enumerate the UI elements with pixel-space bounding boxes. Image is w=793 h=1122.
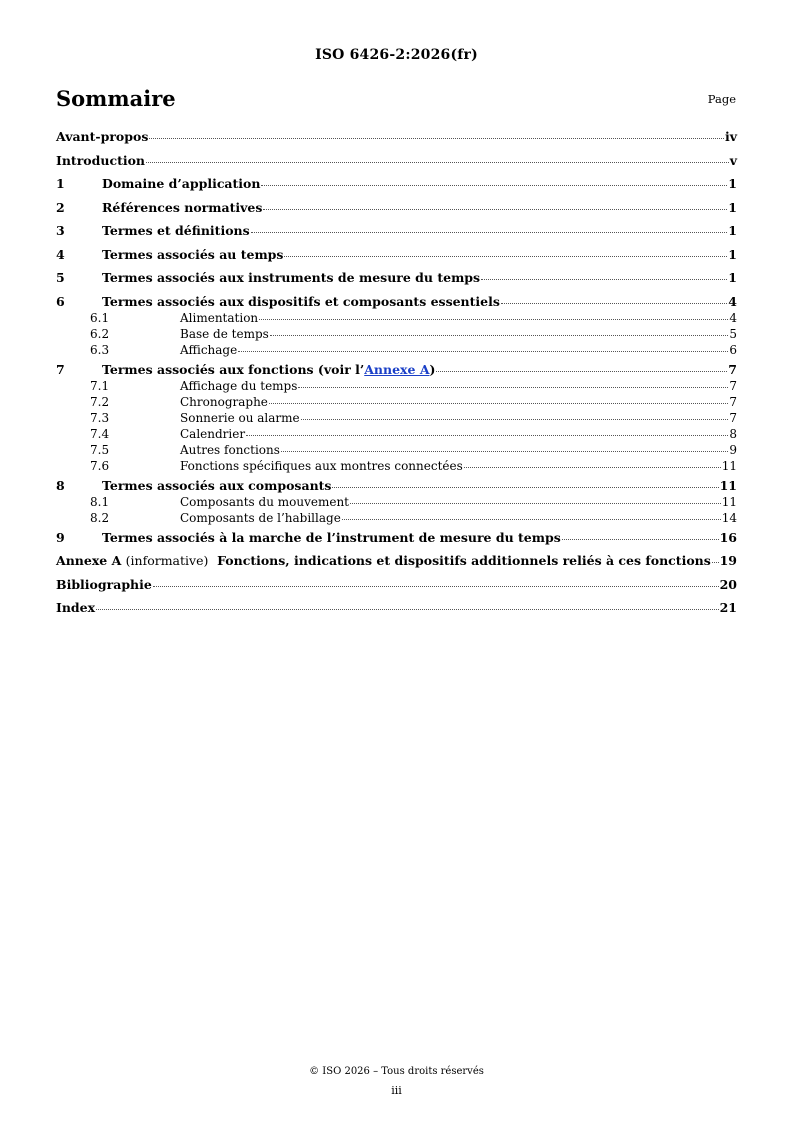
toc-subentry-7-3[interactable] [56, 410, 737, 426]
toc-subentry-8-1[interactable] [56, 494, 737, 510]
toc-subentry-number: 7.6 [90, 458, 110, 473]
toc-subentry-7-1[interactable] [56, 378, 737, 394]
toc-entry-page: 19 [719, 553, 737, 568]
toc-subentry-page: 4 [729, 310, 737, 325]
toc-entry-section-5[interactable] [56, 270, 737, 294]
toc-leader-dots [259, 318, 728, 320]
toc-entry-section-1[interactable] [56, 176, 737, 200]
toc-subentry-label: Affichage du temps [180, 378, 298, 393]
toc-subentry-number: 7.1 [90, 378, 110, 393]
toc-subentry-page: 7 [729, 378, 737, 393]
toc-entry-label: Termes et définitions [102, 223, 250, 238]
toc-entry-number: 8 [56, 477, 65, 493]
toc-entry-label [56, 553, 711, 569]
toc-entry-section-8[interactable] [56, 478, 737, 494]
toc-leader-dots [481, 278, 727, 280]
toc-leader-dots [251, 231, 728, 233]
toc-leader-dots [284, 255, 727, 257]
toc-entry-number: 9 [56, 529, 65, 545]
toc-entry-page: iv [724, 129, 737, 144]
toc-subentry-label: Fonctions spécifiques aux montres connectées [180, 458, 463, 473]
toc-entry-label: Termes associés aux composants [102, 477, 332, 493]
toc-subentry-page: 9 [729, 442, 737, 457]
toc-entry-label: Termes associés aux instruments de mesure du temps [102, 270, 481, 285]
toc-leader-dots [298, 386, 728, 388]
toc-entry-label: Termes associés aux dispositifs et composants essentiels [102, 293, 500, 309]
toc-entry-label: Introduction [56, 152, 146, 168]
toc-entry-label: Références normatives [102, 199, 263, 215]
toc-leader-dots [436, 370, 727, 372]
toc-annex-name: Annexe A [56, 553, 122, 568]
toc-subentry-page: 7 [729, 394, 737, 409]
toc-leader-dots [281, 450, 728, 452]
toc-leader-dots [149, 137, 724, 139]
toc-entry-index[interactable] [56, 600, 737, 624]
toc-subentry-label: Autres fonctions [180, 442, 280, 457]
toc-entry-label: Index [56, 600, 96, 615]
toc-entry-label: Domaine d’application [102, 176, 261, 191]
toc-subentry-page: 11 [721, 494, 737, 509]
toc-subentry-page: 7 [729, 410, 737, 425]
toc-entry-page: 11 [719, 477, 737, 493]
toc-entry-avant-propos[interactable] [56, 129, 737, 153]
toc-entry-page: 1 [728, 270, 737, 285]
toc-subentry-page: 6 [729, 342, 737, 357]
toc-entry-number: 6 [56, 293, 65, 309]
toc-annex-title: Fonctions, indications et dispositifs additionnels reliés à ces fonctions [217, 553, 711, 568]
toc-leader-dots [263, 208, 727, 210]
toc-subentry-label: Calendrier [180, 426, 246, 441]
toc-entry-page: v [729, 152, 737, 168]
toc-subentry-label: Base de temps [180, 326, 269, 341]
toc-subentry-label: Alimentation [180, 310, 259, 325]
toc-leader-dots [96, 608, 719, 610]
toc-entry-label: Avant-propos [56, 129, 149, 144]
toc-subentry-number: 7.5 [90, 442, 110, 457]
toc-subentry-label: Composants de l’habillage [180, 510, 341, 525]
toc-subentry-6-2[interactable] [56, 326, 737, 342]
toc-entry-number: 4 [56, 246, 65, 262]
toc-subentry-number: 6.1 [90, 310, 110, 325]
toc-entry-annex-a[interactable] [56, 553, 737, 577]
toc-subentry-page: 11 [721, 458, 737, 473]
toc-entry-page: 1 [728, 223, 737, 238]
toc-leader-dots [342, 518, 721, 520]
toc-entry-number: 3 [56, 223, 65, 238]
toc-entry-label: Termes associés au temps [102, 246, 284, 262]
page-column-label: Page [707, 92, 736, 106]
toc-leader-dots [562, 538, 719, 540]
copyright-footer: © ISO 2026 – Tous droits réservés [309, 1066, 484, 1077]
toc-subentry-7-6[interactable] [56, 458, 737, 478]
toc-subentry-number: 7.4 [90, 426, 110, 441]
toc-leader-dots [261, 184, 727, 186]
toc-subentry-number: 7.2 [90, 394, 110, 409]
document-id-header: ISO 6426-2:2026(fr) [315, 47, 478, 63]
toc-entry-section-9[interactable] [56, 530, 737, 554]
toc-leader-dots [153, 585, 719, 587]
toc-entry-label-text: Termes associés aux fonctions (voir l’ [102, 361, 365, 377]
toc-leader-dots [270, 334, 729, 336]
toc-entry-page: 1 [728, 199, 737, 215]
toc-subentry-7-4[interactable] [56, 426, 737, 442]
toc-subentry-number: 8.2 [90, 510, 110, 525]
toc-subentry-label: Affichage [180, 342, 238, 357]
toc-entry-page: 7 [728, 361, 737, 377]
toc-leader-dots [238, 350, 728, 352]
toc-entry-page: 21 [719, 600, 737, 615]
page-number: iii [391, 1084, 402, 1097]
toc-entry-page: 1 [728, 176, 737, 191]
toc-entry-section-2[interactable] [56, 200, 737, 224]
toc-subentry-7-5[interactable] [56, 442, 737, 458]
toc-entry-section-3[interactable] [56, 223, 737, 247]
toc-entry-bibliographie[interactable] [56, 577, 737, 601]
toc-subentry-page: 14 [721, 510, 737, 525]
toc-leader-dots [712, 561, 719, 563]
toc-entry-section-6[interactable] [56, 294, 737, 310]
toc-leader-dots [350, 502, 721, 504]
toc-subentry-number: 6.3 [90, 342, 110, 357]
toc-subentry-6-1[interactable] [56, 310, 737, 326]
page-title: Sommaire [56, 86, 176, 111]
toc-subentry-6-3[interactable] [56, 342, 737, 362]
toc-subentry-8-2[interactable] [56, 510, 737, 530]
toc-leader-dots [269, 402, 728, 404]
toc-entry-number: 2 [56, 199, 65, 215]
toc-entry-page: 20 [719, 576, 737, 592]
toc-subentry-page: 8 [729, 426, 737, 441]
toc-entry-label: Bibliographie [56, 576, 152, 592]
toc-leader-dots [332, 486, 718, 488]
toc-entry-section-4[interactable] [56, 247, 737, 271]
table-of-contents [56, 129, 737, 624]
toc-subentry-page: 5 [729, 326, 737, 341]
toc-leader-dots [246, 434, 728, 436]
toc-subentry-label: Sonnerie ou alarme [180, 410, 300, 425]
toc-entry-page: 16 [719, 529, 737, 545]
toc-entry-number: 7 [56, 361, 65, 377]
toc-annex-type: (informative) [125, 553, 209, 568]
toc-leader-dots [464, 466, 721, 468]
toc-subentry-label: Composants du mouvement [180, 494, 349, 509]
toc-entry-label [102, 362, 435, 378]
toc-leader-dots [301, 418, 729, 420]
toc-entry-section-7[interactable] [56, 362, 737, 378]
toc-entry-number: 1 [56, 176, 65, 191]
toc-leader-dots [501, 302, 727, 304]
toc-entry-label-suffix: ) [429, 361, 436, 377]
toc-entry-introduction[interactable] [56, 153, 737, 177]
toc-entry-page: 4 [728, 293, 737, 309]
toc-subentry-label: Chronographe [180, 394, 268, 409]
toc-subentry-number: 6.2 [90, 326, 110, 341]
toc-entry-page: 1 [728, 246, 737, 262]
toc-subentry-number: 7.3 [90, 410, 110, 425]
toc-entry-label: Termes associés à la marche de l’instrument de mesure du temps [102, 529, 561, 545]
toc-subentry-7-2[interactable] [56, 394, 737, 410]
toc-entry-number: 5 [56, 270, 65, 285]
toc-leader-dots [146, 161, 729, 163]
toc-subentry-number: 8.1 [90, 494, 110, 509]
annex-a-link[interactable]: Annexe A [364, 361, 430, 377]
